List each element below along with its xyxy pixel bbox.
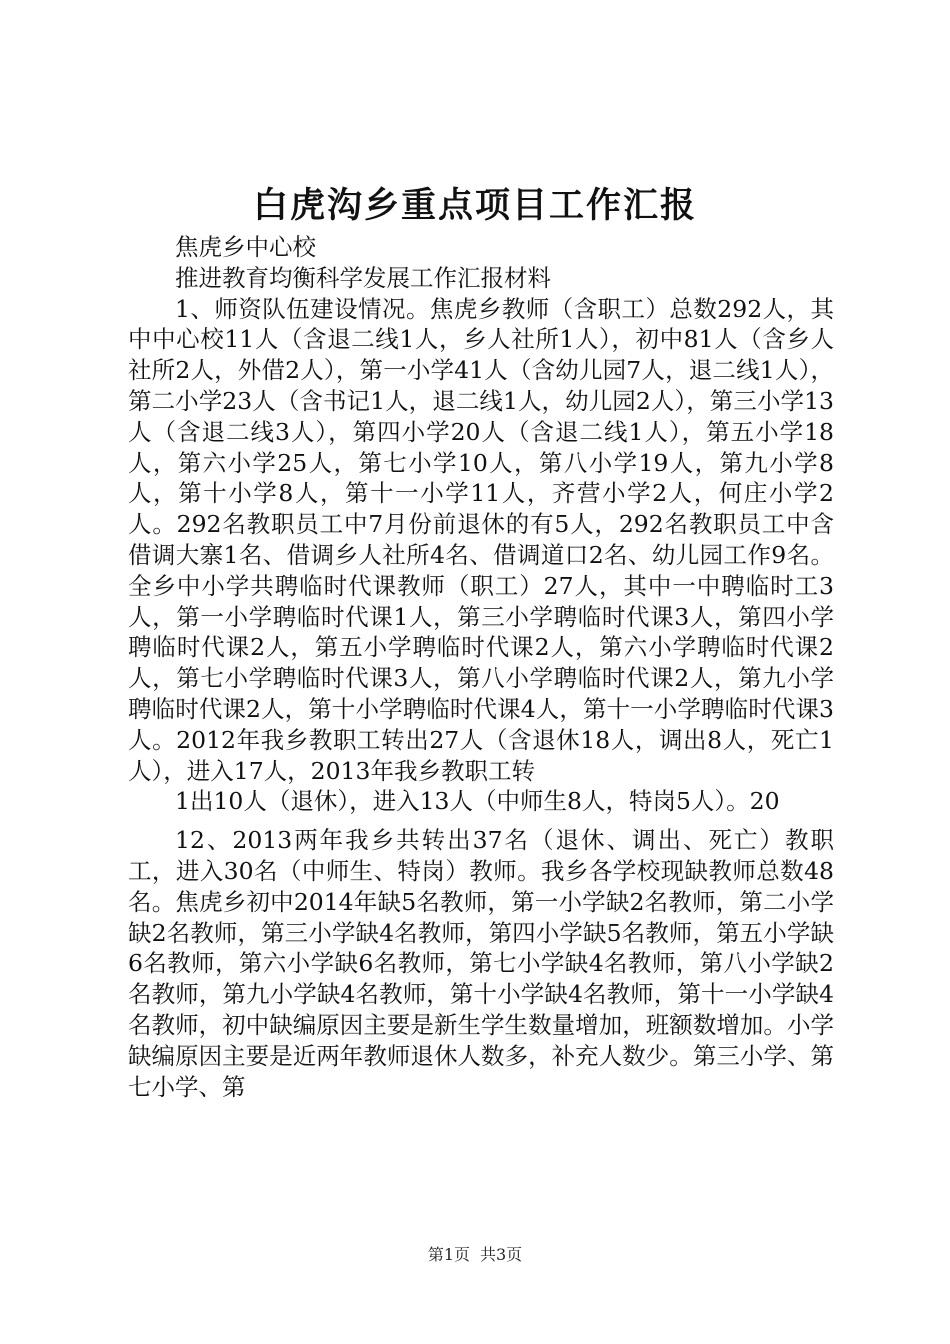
paragraph-report-subtitle: 推进教育均衡科学发展工作汇报材料	[175, 263, 551, 292]
document-title: 白虎沟乡重点项目工作汇报	[252, 185, 697, 226]
page-footer	[0, 1244, 950, 1266]
page-number: 第1页	[427, 1245, 470, 1264]
document-body	[128, 232, 834, 1102]
paragraph-staffing: 1、师资队伍建设情况。焦虎乡教师（含职工）总数292人，其中中心校11人（含退二线1人，乡人社所1人），初中81人（含乡人社所2人，外借2人），第一小学41人（含幼儿园7人，退二线1人），第二小学23人（含书记1人，退二线1人，幼儿园2人），第三小学13人（含退二线3人），第四小学20人（含退二线1人），第五小学18人，第六小学25人，第七小学10人，第八小学19人，第九小学8人，第十小学8人，第十一小学11人，齐营小学2人，何庄小学2人。292名教职员工中7月份前退休的有5人，292名教职员工中含借调大寨1名、借调乡人社所4名、借调道口2名、幼儿园工作9名。全乡中小学共聘临时代课教师（职工）27人，其中一中聘临时工3人，第一小学聘临时代课1人，第三小学聘临时代课3人，第四小学聘临时代课2人，第五小学聘临时代课2人，第六小学聘临时代课2人，第七小学聘临时代课3人，第八小学聘临时代课2人，第九小学聘临时代课2人，第十小学聘临时代课4人，第十一小学聘临时代课3人。2012年我乡教职工转出27人（含退休18人，调出8人，死亡1人），进入17人，2013年我乡教职工转	[128, 294, 834, 785]
paragraph-school-name: 焦虎乡中心校	[175, 233, 316, 261]
page-total: 共3页	[480, 1245, 523, 1264]
paragraph-vacancies: 12、2013两年我乡共转出37名（退休、调出、死亡）教职工，进入30名（中师生、特岗）教师。我乡各学校现缺教师总数48名。焦虎乡初中2014年缺5名教师，第一小学缺2名教师，第二小学缺2名教师，第三小学缺4名教师，第四小学缺5名教师，第五小学缺6名教师，第六小学缺6名教师，第七小学缺4名教师，第八小学缺2名教师，第九小学缺4名教师，第十小学缺4名教师，第十一小学缺4名教师，初中缺编原因主要是新生学生数量增加，班额数增加。小学缺编原因主要是近两年教师退休人数多，补充人数少。第三小学、第七小学、第	[128, 826, 834, 1101]
paragraph-transfers: 1出10人（退休），进入13人（中师生8人，特岗5人）。20	[175, 787, 780, 816]
